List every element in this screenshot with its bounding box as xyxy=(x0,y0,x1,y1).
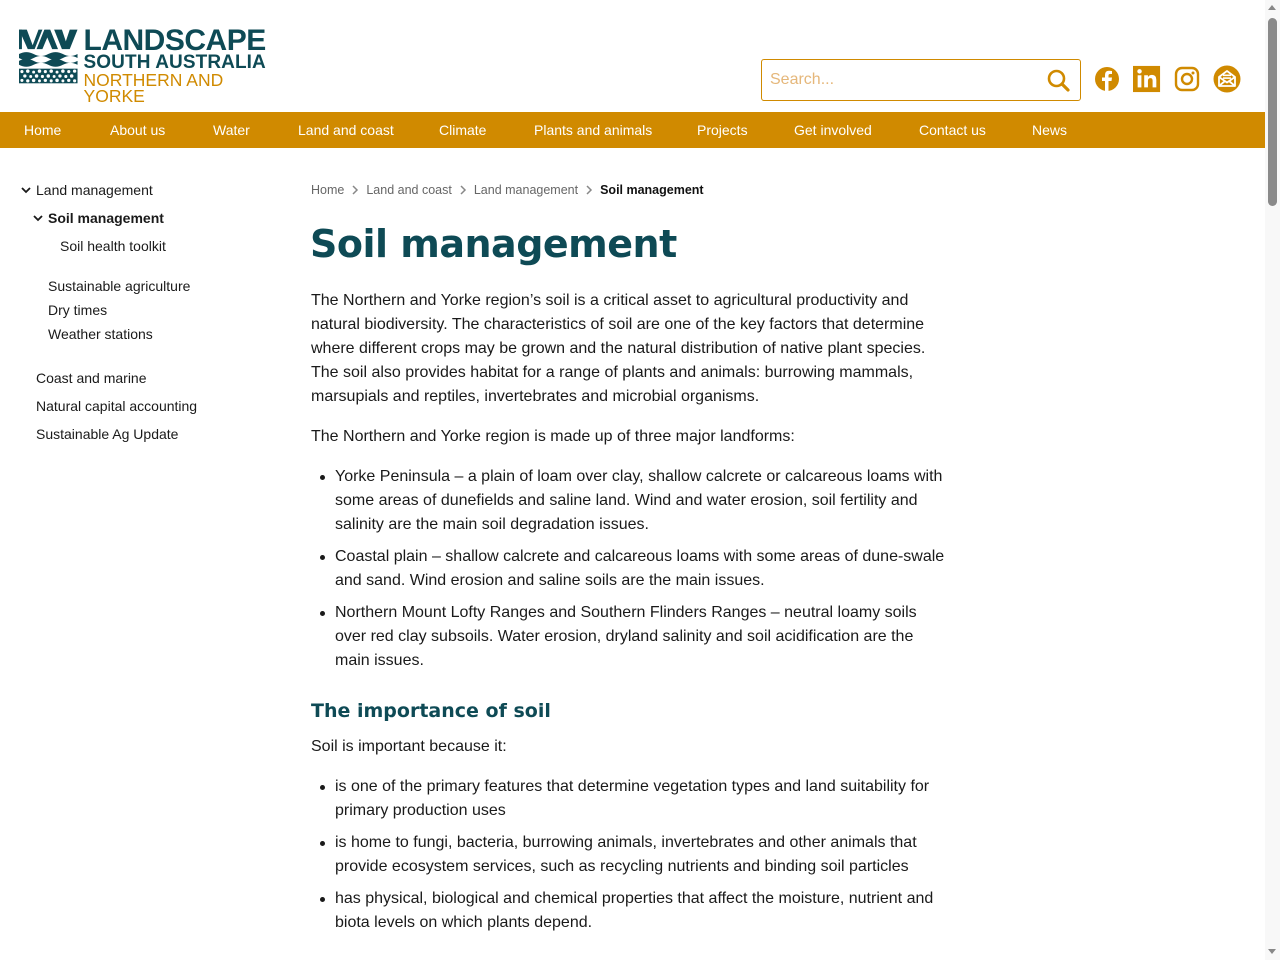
sidebar-item-label: Sustainable agriculture xyxy=(48,278,191,294)
nav-item-land-and-coast[interactable]: Land and coast xyxy=(298,122,394,138)
list-item: is one of the primary features that determine vegetation types and land suitability for primary production uses xyxy=(311,775,951,823)
landforms-list xyxy=(311,465,951,673)
linkedin-icon xyxy=(1133,64,1161,94)
logo-text xyxy=(83,24,284,106)
chevron-down-icon xyxy=(32,212,44,224)
search-icon xyxy=(1046,68,1072,94)
search-box xyxy=(761,59,1081,101)
logo-line-2: SOUTH AUSTRALIA xyxy=(83,52,266,73)
sidebar-item-sustainable-agriculture[interactable] xyxy=(48,278,190,294)
chevron-down-icon xyxy=(20,184,32,196)
logo-line-1: LANDSCAPE xyxy=(83,24,266,57)
nav-item-plants-and-animals[interactable]: Plants and animals xyxy=(534,122,653,138)
sidebar-item-coast-and-marine[interactable] xyxy=(36,370,147,386)
page-title: Soil management xyxy=(310,222,677,266)
sidebar-item-sustainable-ag-update[interactable] xyxy=(36,426,178,442)
chevron-right-icon xyxy=(585,185,593,195)
scroll-down-arrow-icon[interactable] xyxy=(1268,949,1276,954)
main-content xyxy=(311,289,951,951)
list-item: is home to fungi, bacteria, burrowing animals, invertebrates and other animals that provide ecosystem services, such as recycling nutrients and binding soil particles xyxy=(311,831,951,879)
nav-item-water[interactable]: Water xyxy=(213,122,250,138)
nav-item-home[interactable]: Home xyxy=(24,122,62,138)
nav-item-climate[interactable]: Climate xyxy=(439,122,487,138)
facebook-icon xyxy=(1094,66,1120,92)
breadcrumb xyxy=(311,183,704,197)
facebook-link[interactable] xyxy=(1093,64,1121,94)
nav-item-get-involved[interactable]: Get involved xyxy=(794,122,872,138)
linkedin-link[interactable] xyxy=(1133,64,1161,94)
social-links xyxy=(1093,64,1241,94)
sidebar-item-natural-capital-accounting[interactable] xyxy=(36,398,197,414)
sidebar-item-soil-management[interactable] xyxy=(32,210,164,226)
sidebar-item-land-management[interactable] xyxy=(20,182,153,198)
list-item: has physical, biological and chemical properties that affect the moisture, nutrient and biota levels on which plants depend. xyxy=(311,887,951,935)
chevron-right-icon xyxy=(459,185,467,195)
scroll-up-arrow-icon[interactable] xyxy=(1268,5,1276,10)
site-logo[interactable] xyxy=(19,24,284,106)
instagram-link[interactable] xyxy=(1173,64,1201,94)
breadcrumb-land-and-coast[interactable]: Land and coast xyxy=(366,183,452,197)
nav-item-contact-us[interactable]: Contact us xyxy=(919,122,986,138)
list-item: Coastal plain – shallow calcrete and calcareous loams with some areas of dune-swale and sand. Wind erosion and saline soils are the main issues. xyxy=(311,545,951,593)
email-icon xyxy=(1213,65,1241,93)
sidebar-item-label: Natural capital accounting xyxy=(36,398,198,414)
logo-mark-icon xyxy=(19,27,78,84)
breadcrumb-current: Soil management xyxy=(600,183,704,197)
section-heading-importance: The importance of soil xyxy=(311,700,551,722)
main-nav xyxy=(0,112,1265,148)
scrollbar-thumb[interactable] xyxy=(1268,18,1277,206)
sidebar-item-label: Soil health toolkit xyxy=(60,238,166,254)
chevron-right-icon xyxy=(351,185,359,195)
nav-item-projects[interactable]: Projects xyxy=(697,122,748,138)
sidebar-item-soil-health-toolkit[interactable] xyxy=(60,238,166,254)
sidebar-item-label: Weather stations xyxy=(48,326,153,342)
sidebar-item-dry-times[interactable] xyxy=(48,302,107,318)
sidebar-item-label: Land management xyxy=(36,182,153,198)
importance-list xyxy=(311,775,951,935)
sidebar-item-weather-stations[interactable] xyxy=(48,326,153,342)
landforms-intro: The Northern and Yorke region is made up of three major landforms: xyxy=(311,428,795,445)
intro-paragraph: The Northern and Yorke region’s soil is a critical asset to agricultural productivity and natural biodiversity. The characteristics of soil are one of the key factors that determine where different crops may be grown and the natural distribution of native plant species. The soil also provides habitat for a range of plants and animals: burrowing mammals, marsupials and reptiles, invertebrates and microbial organisms. xyxy=(311,292,926,405)
sidebar-item-label: Coast and marine xyxy=(36,370,147,386)
list-item: Yorke Peninsula – a plain of loam over clay, shallow calcrete or calcareous loams with some areas of dunefields and saline land. Wind and water erosion, soil fertility and salinity are the main soil degradation issues. xyxy=(311,465,951,537)
importance-intro: Soil is important because it: xyxy=(311,738,507,755)
breadcrumb-home[interactable]: Home xyxy=(311,183,345,197)
search-button[interactable] xyxy=(1046,68,1072,94)
list-item: Northern Mount Lofty Ranges and Southern Flinders Ranges – neutral loamy soils over red clay subsoils. Water erosion, dryland salinity and soil acidification are the main issues. xyxy=(311,601,951,673)
newsletter-link[interactable] xyxy=(1213,64,1241,94)
nav-item-about-us[interactable]: About us xyxy=(110,122,166,138)
sidebar-item-label: Soil management xyxy=(48,210,164,226)
breadcrumb-land-management[interactable]: Land management xyxy=(473,183,579,197)
instagram-icon xyxy=(1174,66,1200,92)
sidebar-item-label: Sustainable Ag Update xyxy=(36,426,179,442)
sidebar-item-label: Dry times xyxy=(48,302,108,318)
nav-item-news[interactable]: News xyxy=(1032,122,1068,138)
search-input[interactable] xyxy=(762,61,1032,99)
site-header xyxy=(0,0,1265,112)
page-scrollbar[interactable] xyxy=(1265,0,1280,960)
logo-line-3: NORTHERN AND YORKE xyxy=(83,70,224,106)
